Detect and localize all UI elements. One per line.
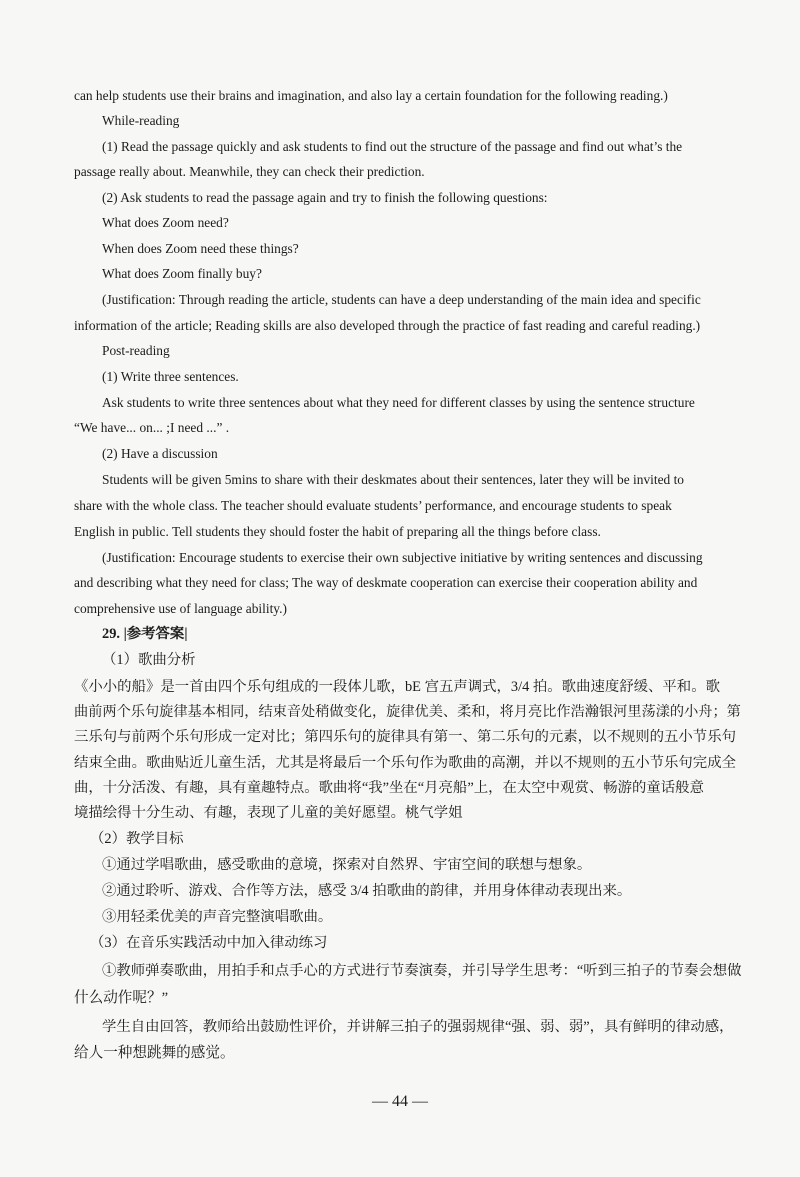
text-line: comprehensive use of language ability.) — [74, 601, 287, 616]
text-line: ①通过学唱歌曲，感受歌曲的意境，探索对自然界、宇宙空间的联想与想象。 — [102, 857, 592, 873]
subsection-heading: （2）教学目标 — [90, 831, 184, 847]
text-line: 什么动作呢？” — [74, 990, 169, 1006]
text-line: 给人一种想跳舞的感觉。 — [74, 1045, 235, 1061]
text-line: (1) Write three sentences. — [102, 369, 239, 384]
subsection-heading: （3）在音乐实践活动中加入律动练习 — [90, 935, 328, 951]
text-line: passage really about. Meanwhile, they can check their prediction. — [74, 164, 425, 179]
text-line: 曲前两个乐句旋律基本相同，结束音处稍做变化，旋律优美、柔和，将月亮比作浩瀚银河里荡漾的小舟；第 — [74, 704, 741, 720]
text-line: information of the article; Reading skills are also developed through the practice of fast reading and careful reading.) — [74, 318, 701, 333]
text-line: ③用轻柔优美的声音完整演唱歌曲。 — [102, 909, 333, 925]
text-line: and describing what they need for class; The way of deskmate cooperation can exercise their cooperation ability and — [74, 575, 698, 590]
text-line: (Justification: Encourage students to exercise their own subjective initiative by writing sentences and discussing — [102, 550, 703, 565]
section-heading-post-reading: Post-reading — [102, 343, 170, 358]
section-heading-while-reading: While-reading — [102, 113, 180, 128]
text-line: ①教师弹奏歌曲，用拍手和点手心的方式进行节奏演奏，并引导学生思考：“听到三拍子的节奏会想做 — [102, 963, 742, 979]
text-line: English in public. Tell students they should foster the habit of preparing all the things before class. — [74, 524, 601, 539]
text-line: 曲，十分活泼、有趣，具有童趣特点。歌曲将“我”坐在“月亮船”上，在太空中观赏、畅游的童话般意 — [74, 780, 704, 796]
text-line: (2) Ask students to read the passage again and try to finish the following questions: — [102, 190, 548, 205]
question-line: When does Zoom need these things? — [102, 241, 299, 256]
text-line: 《小小的船》是一首由四个乐句组成的一段体儿歌，bE 宫五声调式，3/4 拍。歌曲速度舒缓、平和。歌 — [74, 679, 720, 695]
text-line: Students will be given 5mins to share with their deskmates about their sentences, later they will be invited to — [102, 472, 684, 487]
page-number: — 44 — — [372, 1093, 428, 1110]
text-line: 境描绘得十分生动、有趣，表现了儿童的美好愿望。桃气学姐 — [74, 805, 463, 821]
question-line: What does Zoom need? — [102, 215, 229, 230]
text-line: share with the whole class. The teacher should evaluate students’ performance, and encourage students to speak — [74, 498, 672, 513]
text-line: “We have... on... ;I need ...” . — [74, 420, 230, 435]
text-line: (1) Read the passage quickly and ask students to find out the structure of the passage and find out what’s the — [102, 139, 683, 154]
text-line: 三乐句与前两个乐句形成一定对比；第四乐句的旋律具有第一、第二乐句的元素，以不规则的五小节乐句 — [74, 729, 736, 745]
text-line: can help students use their brains and imagination, and also lay a certain foundation for the following reading.) — [74, 88, 668, 103]
subsection-heading: （1）歌曲分析 — [102, 652, 196, 668]
text-line: Ask students to write three sentences about what they need for different classes by using the sentence structure — [102, 395, 695, 410]
text-line: ②通过聆听、游戏、合作等方法，感受 3/4 拍歌曲的韵律，并用身体律动表现出来。 — [102, 883, 632, 899]
text-line: 学生自由回答，教师给出鼓励性评价，并讲解三拍子的强弱规律“强、弱、弱”，具有鲜明的律动感， — [102, 1019, 734, 1035]
text-line: (Justification: Through reading the article, students can have a deep understanding of the main idea and specific — [102, 292, 701, 307]
text-line: (2) Have a discussion — [102, 446, 218, 461]
text-line: 结束全曲。歌曲贴近儿童生活，尤其是将最后一个乐句作为歌曲的高潮，并以不规则的五小节乐句完成全 — [74, 755, 736, 771]
answer-heading: 29. |参考答案| — [102, 626, 188, 642]
question-line: What does Zoom finally buy? — [102, 266, 262, 281]
